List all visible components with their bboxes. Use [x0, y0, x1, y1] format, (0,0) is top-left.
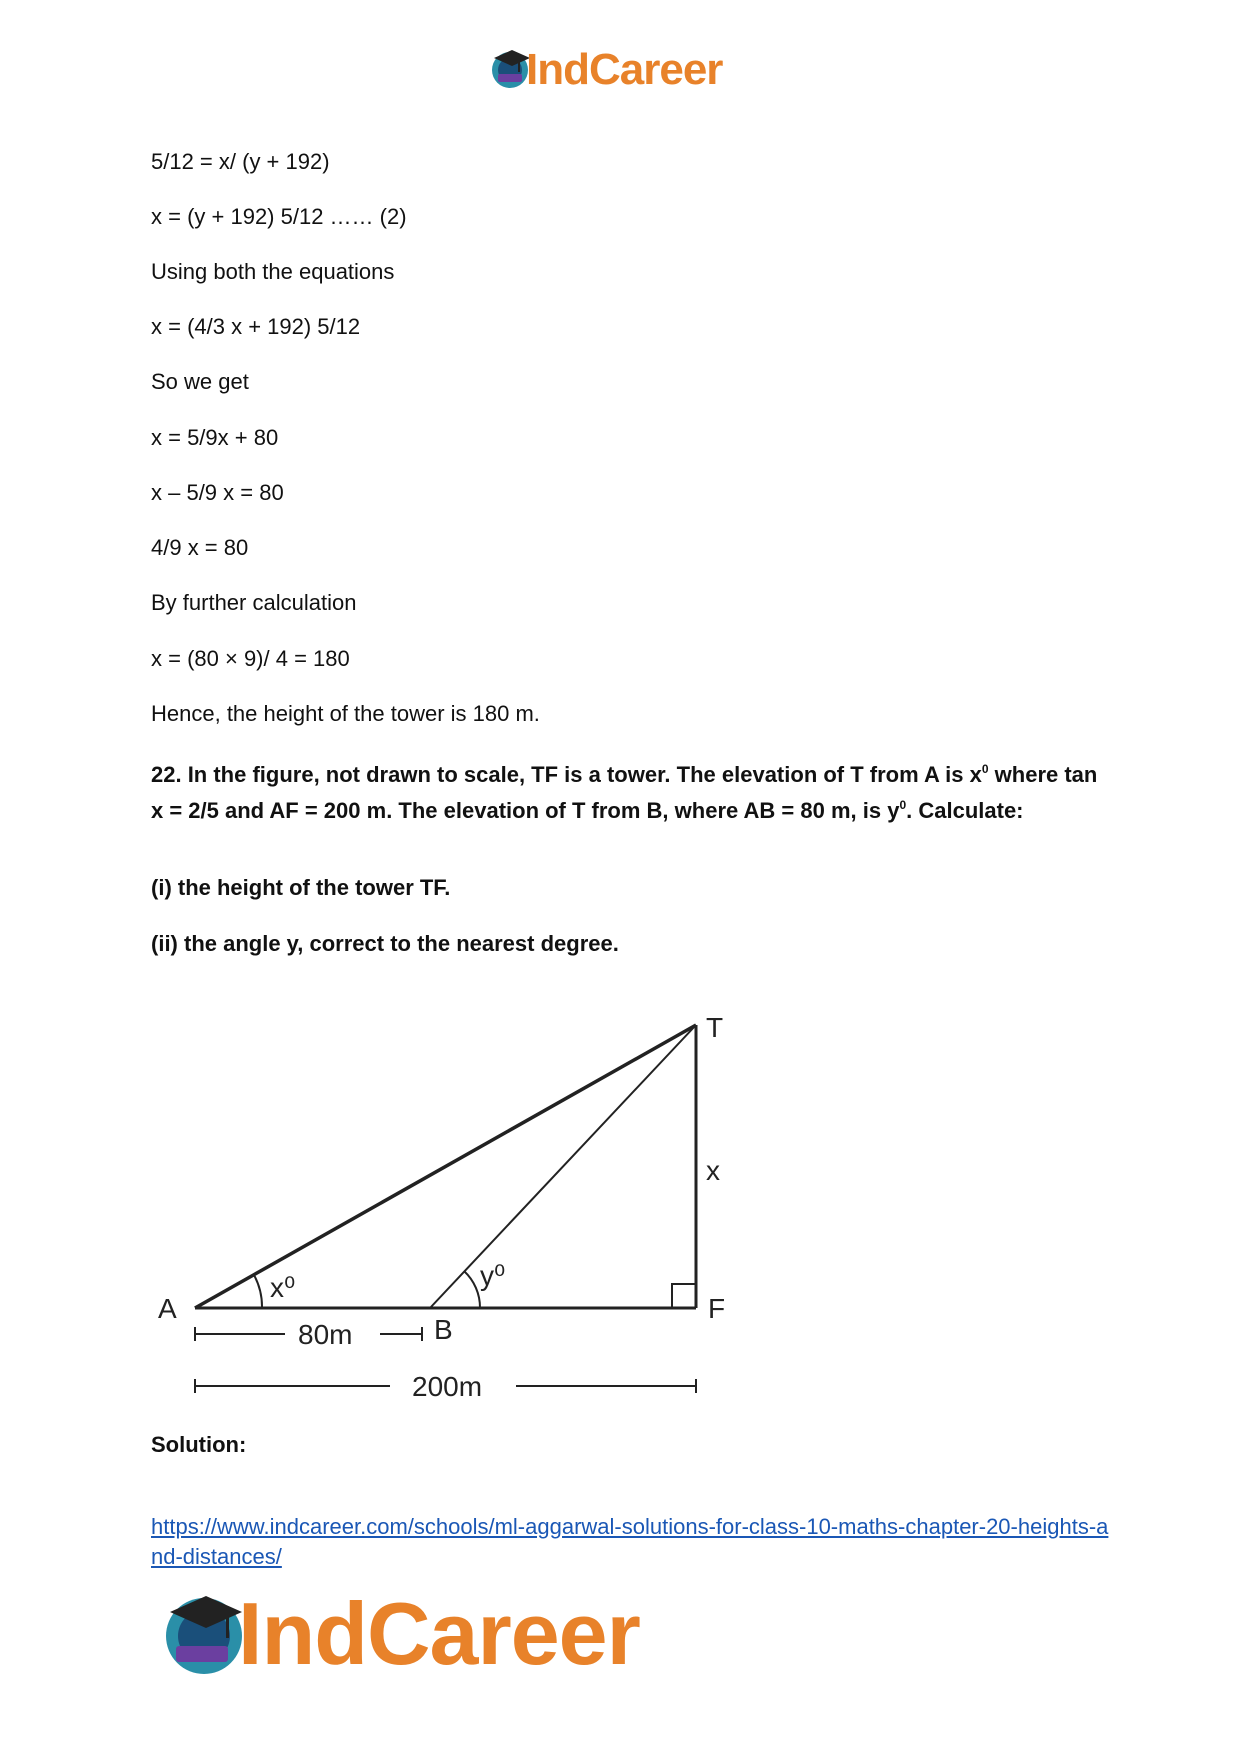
line-AT: [195, 1025, 696, 1308]
label-angle-x: x⁰: [270, 1272, 296, 1303]
label-T: T: [706, 1012, 724, 1043]
text-line: 5/12 = x/ (y + 192): [151, 149, 330, 174]
question-sub-i: (i) the height of the tower TF.: [151, 875, 451, 900]
text-line: x = (4/3 x + 192) 5/12: [151, 314, 361, 339]
angle-arc-x: [254, 1275, 262, 1308]
question-text-part1: 22. In the figure, not drawn to scale, TF is a tower. The elevation of T from A is x: [151, 762, 982, 787]
degree-sup: 0: [981, 762, 989, 776]
text-line: x = 5/9x + 80: [151, 425, 279, 450]
line-BT: [430, 1025, 696, 1308]
text-line: By further calculation: [151, 590, 357, 615]
dim-af: 200m: [412, 1371, 483, 1402]
degree-sup: 0: [899, 798, 907, 812]
label-B: B: [434, 1314, 453, 1345]
solution-label: Solution:: [151, 1432, 247, 1457]
label-F: F: [708, 1293, 726, 1324]
right-angle-marker: [672, 1284, 696, 1308]
text-line: x – 5/9 x = 80: [151, 480, 284, 505]
logo-graduation-cap-icon: [160, 1584, 250, 1684]
text-line: So we get: [151, 369, 249, 394]
text-line: Using both the equations: [151, 259, 395, 284]
dim-ab: 80m: [298, 1319, 353, 1350]
text-line: Hence, the height of the tower is 180 m.: [151, 701, 540, 726]
question-22: [151, 754, 1101, 826]
angle-arc-y: [464, 1271, 480, 1308]
header-logo: [488, 40, 768, 100]
question-text-part2: where tan x = 2/5 and AF = 200 m. The elevation of T from B, where AB = 80 m, is y: [151, 762, 1098, 823]
footer-logo: [160, 1584, 720, 1684]
label-A: A: [158, 1293, 177, 1324]
question-sub-ii: (ii) the angle y, correct to the nearest degree.: [151, 931, 619, 956]
tower-diagram: [150, 995, 750, 1415]
tower-figure: [150, 995, 750, 1415]
label-side-x: x: [706, 1155, 720, 1186]
text-line: x = (80 × 9)/ 4 = 180: [151, 646, 350, 671]
header-logo-text: IndCareer: [526, 45, 723, 94]
label-angle-y: y⁰: [480, 1260, 506, 1291]
text-line: x = (y + 192) 5/12 …… (2): [151, 204, 407, 229]
footer-logo-text: IndCareer: [238, 1584, 640, 1683]
source-link[interactable]: https://www.indcareer.com/schools/ml-aggarwal-solutions-for-class-10-maths-chapter-20-heights-and-distances/: [151, 1514, 1109, 1569]
text-line: 4/9 x = 80: [151, 535, 249, 560]
question-text-part3: . Calculate:: [906, 798, 1024, 823]
